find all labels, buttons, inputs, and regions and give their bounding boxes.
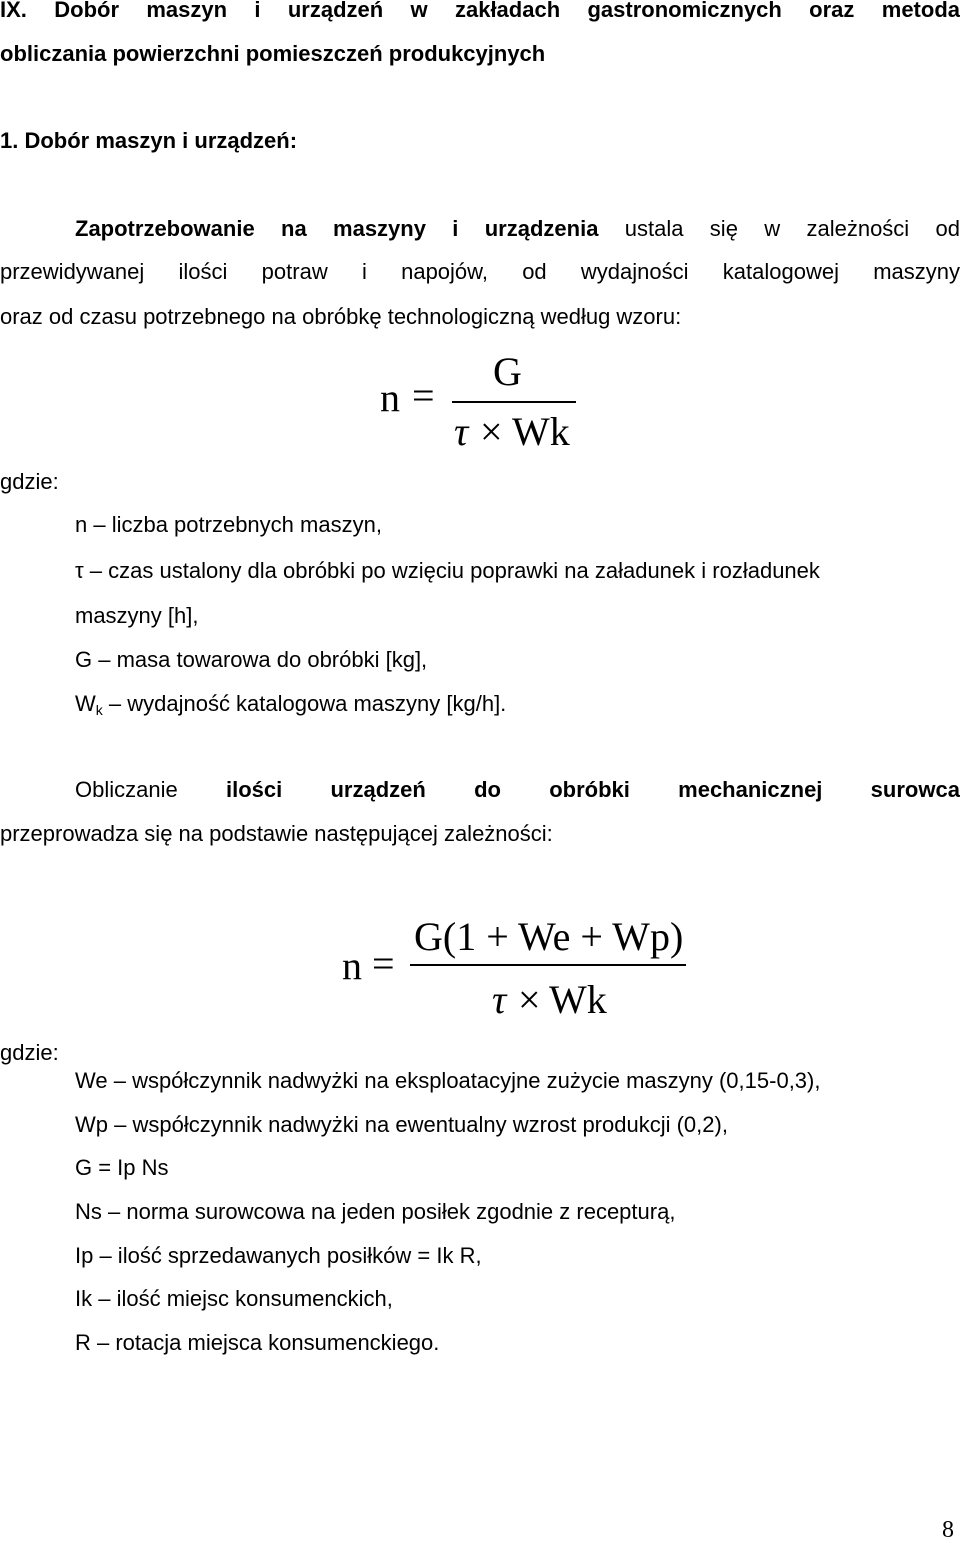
formula-2-lhs: n xyxy=(342,943,362,988)
intro-line1 xyxy=(75,215,960,243)
where1-item-g: G – masa towarowa do obróbki [kg], xyxy=(75,647,428,672)
where1-item-n: n – liczba potrzebnych maszyn, xyxy=(75,512,382,537)
formula-2-tau: τ xyxy=(492,977,507,1022)
where2-item-ns: Ns – norma surowcowa na jeden posiłek zgodnie z recepturą, xyxy=(75,1199,676,1224)
formula-1-numerator: G xyxy=(493,349,522,394)
where2-item-wp: Wp – współczynnik nadwyżki na ewentualny wzrost produkcji (0,2), xyxy=(75,1112,728,1137)
para2-line2: przeprowadza się na podstawie następującej zależności: xyxy=(0,821,553,846)
formula-2-fraction-bar xyxy=(410,964,686,966)
where1-item-tau: τ – czas ustalony dla obróbki po wzięciu poprawki na załadunek i rozładunek xyxy=(75,558,820,583)
where-label-2: gdzie: xyxy=(0,1040,59,1065)
intro-rest: ustala się w zależności od xyxy=(598,216,960,241)
chapter-heading-line1: IX. Dobór maszyn i urządzeń w zakładach gastronomicznych oraz metoda xyxy=(0,0,960,22)
formula-1-times: × xyxy=(480,409,503,454)
where1-item-wk: $W_k$ – wydajność katalogowa maszyny [kg/h]. xyxy=(75,691,507,718)
formula-1-wk: Wk xyxy=(512,409,570,454)
formula-2-times: × xyxy=(518,977,541,1022)
where1-item-tau-cont: maszyny [h], xyxy=(75,603,199,628)
formula-1-tau: τ xyxy=(454,409,469,454)
where-label-1: gdzie: xyxy=(0,469,59,494)
where2-item-we: We – współczynnik nadwyżki na eksploatacyjne zużycie maszyny (0,15-0,3), xyxy=(75,1068,821,1093)
where2-item-ip: Ip – ilość sprzedawanych posiłków = Ik R, xyxy=(75,1243,482,1268)
formula-2-wk: Wk xyxy=(549,977,607,1022)
chapter-heading-line2: obliczania powierzchni pomieszczeń produkcyjnych xyxy=(0,41,546,66)
page-number: 8 xyxy=(942,1517,954,1543)
intro-line3: oraz od czasu potrzebnego na obróbkę technologiczną według wzoru: xyxy=(0,304,682,329)
where2-item-g: G = Ip Ns xyxy=(75,1155,169,1180)
formula-1-equals: = xyxy=(412,373,435,418)
formula-1-fraction-bar xyxy=(452,401,576,403)
where2-item-ik: Ik – ilość miejsc konsumenckich, xyxy=(75,1286,393,1311)
where2-item-r: R – rotacja miejsca konsumenckiego. xyxy=(75,1330,440,1355)
formula-2-equals: = xyxy=(372,941,395,986)
para2-line1: Obliczanie ilości urządzeń do obróbki mechanicznej surowca xyxy=(75,777,960,802)
section-title: 1. Dobór maszyn i urządzeń: xyxy=(0,128,298,153)
chapter-heading xyxy=(0,0,960,24)
intro-bold-lead: Zapotrzebowanie na maszyny i urządzenia xyxy=(75,216,599,241)
formula-2-numerator: G(1 + We + Wp) xyxy=(414,914,684,959)
formula-1-lhs: n xyxy=(380,375,400,420)
intro-line2: przewidywanej ilości potraw i napojów, od wydajności katalogowej maszyny xyxy=(0,259,960,284)
